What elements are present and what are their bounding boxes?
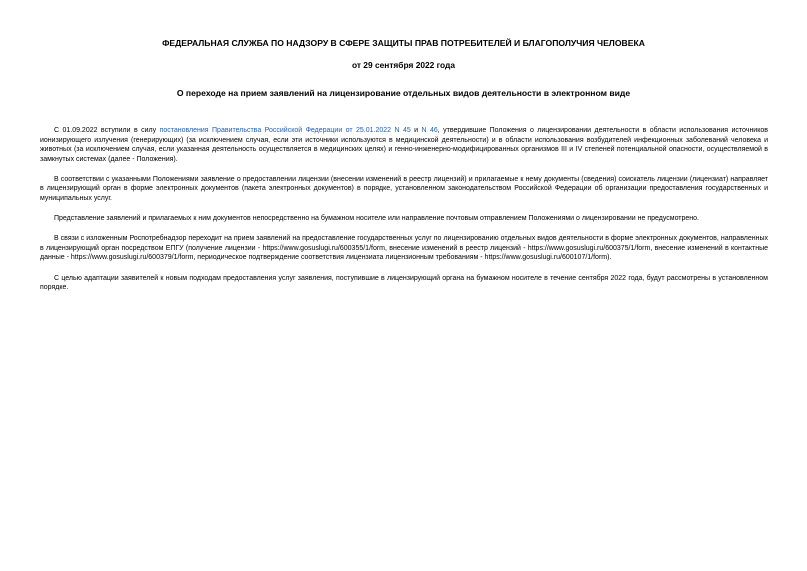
paragraph-3: Представление заявлений и прилагаемых к ним документов непосредственно на бумажном носителе или направление почтовым отправлением Положениями о лицензировании не предусмотрено. [54, 215, 699, 223]
document-title: О переходе на прием заявлений на лицензирование отдельных видов деятельности в электронном виде [176, 88, 631, 98]
document-body [40, 126, 768, 303]
paragraph-1-text-before: С 01.09.2022 вступили в силу [54, 127, 160, 134]
paragraph-2: В соответствии с указанными Положениями заявление о предоставлении лицензии (внесении изменений в реестр лицензий) и прилагаемые к нему документы (сведения) соискатель лицензии (лицензиат) направляет в лицензирующий орган в форме электронных документов (пакета электронных документов) в порядке, установленном законодательством Российской Федерации об организации предоставления государственных и муниципальных услуг. [40, 175, 768, 203]
decree-45-link[interactable]: постановления Правительства Российской Федерации от 25.01.2022 N 45 [159, 127, 411, 134]
document-date: от 29 сентября 2022 года [351, 60, 456, 70]
paragraph-5: С целью адаптации заявителей к новым подходам предоставления услуг заявления, поступившие в лицензирующий органа на бумажном носителе в течение сентября 2022 года, будут рассмотрены в установленном порядке. [40, 274, 768, 292]
paragraph-1 [40, 126, 768, 164]
agency-name: ФЕДЕРАЛЬНАЯ СЛУЖБА ПО НАДЗОРУ В СФЕРЕ ЗАЩИТЫ ПРАВ ПОТРЕБИТЕЛЕЙ И БЛАГОПОЛУЧИЯ ЧЕЛОВЕКА [162, 38, 645, 48]
paragraph-1-text-after: , утвердившие Положения о лицензировании деятельности в области использования источников ионизирующего излучения (генерирующих) (за исключением случая, если эти источники используются в медицинской деятельности) и в области использования возбудителей инфекционных заболеваний человека и животных (за исключением случая, если указанная деятельность осуществляется в медицинских целях) и генно-инженерно-модифицированных организмов III и IV степеней потенциальной опасности, осуществляемой в замкнутых системах (далее - Положения). [40, 127, 768, 163]
paragraph-4: В связи с изложенным Роспотребнадзор переходит на прием заявлений на предоставление государственных услуг по лицензированию отдельных видов деятельности в форме электронных документов, направленных в лицензирующий орган посредством ЕПГУ (получение лицензии - https://www.gosuslugi.ru/600355/1/form, внесение изменений в реестр лицензий - https://www.gosuslugi.ru/600375/1/form, внесение изменений в контактные данные - https://www.gosuslugi.ru/600379/1/form, периодическое подтверждение соответствия лицензиата лицензионным требованиям - https://www.gosuslugi.ru/600107/1/form). [40, 235, 768, 262]
decree-46-link[interactable]: N 46 [421, 127, 438, 134]
paragraph-1-text-mid: и [410, 127, 422, 134]
